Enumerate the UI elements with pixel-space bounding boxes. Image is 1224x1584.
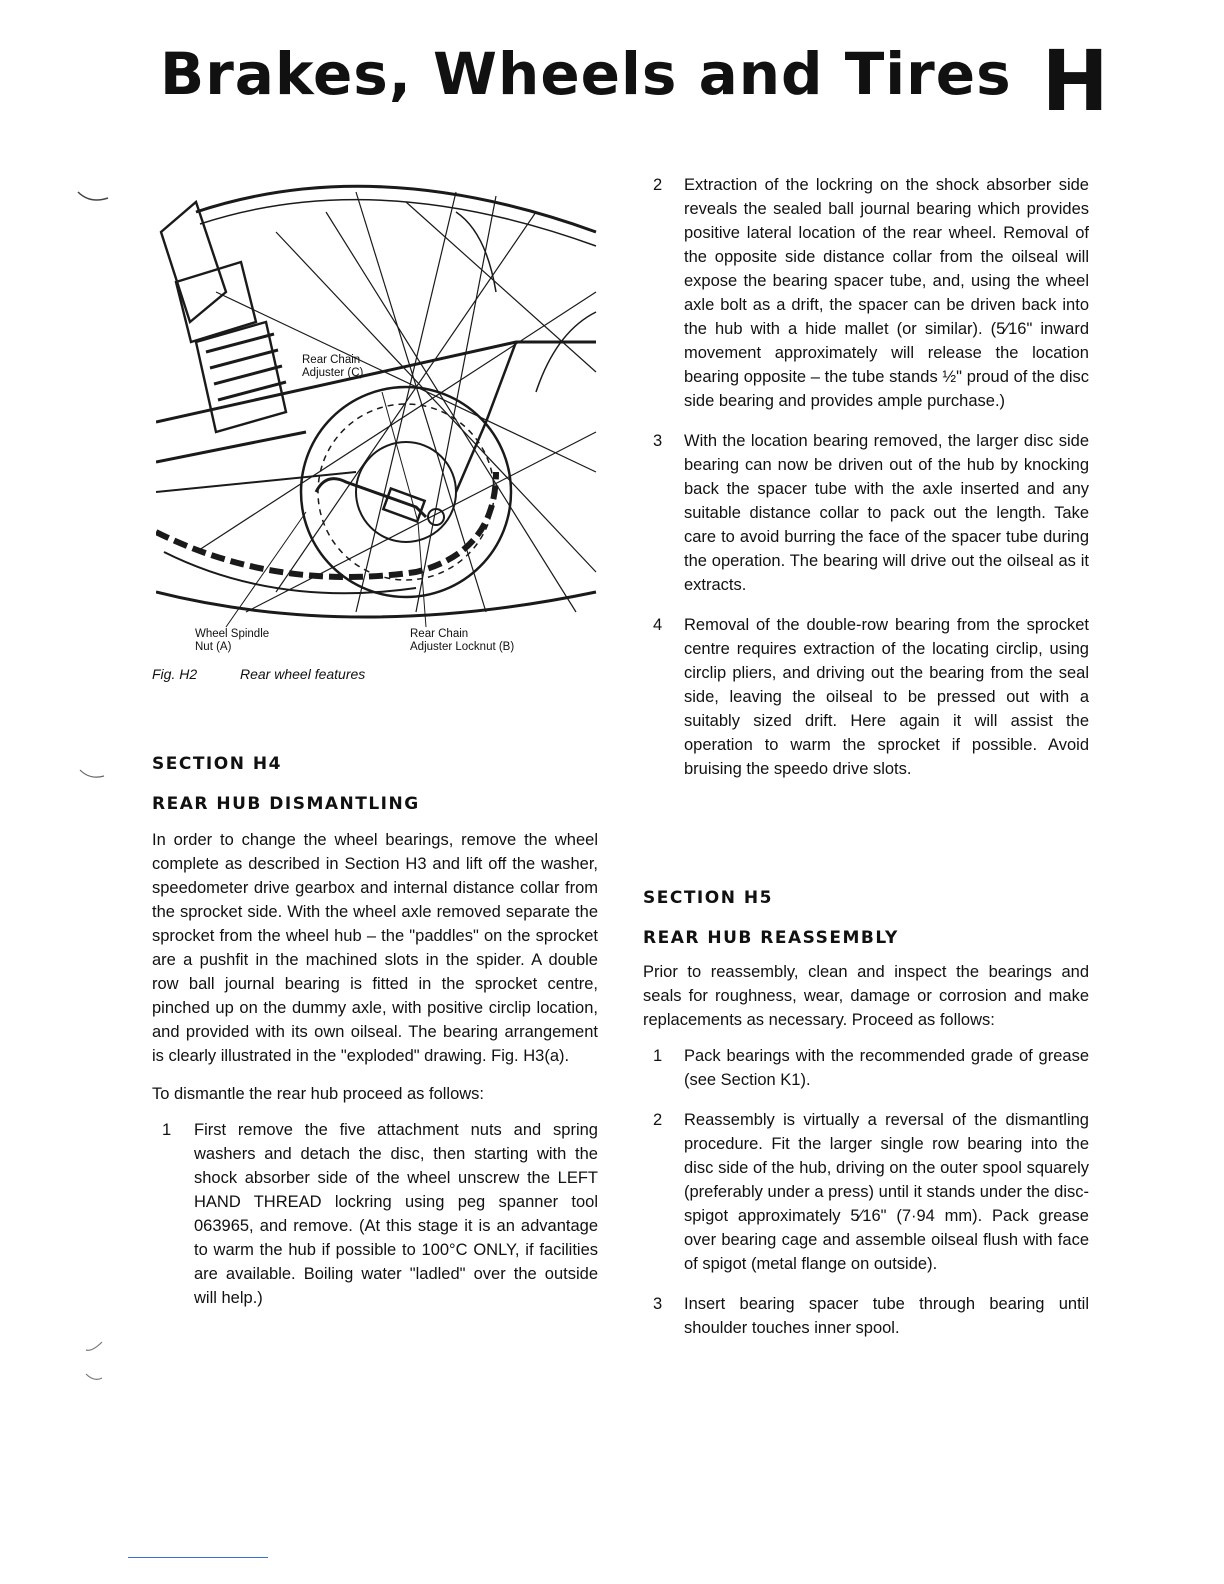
- step-text: Extraction of the lockring on the shock absorber side reveals the sealed ball journal bearing which provides positive lateral location of the rear wheel. Removal of the opposite side distance collar from the oilseal will expose the bearing spacer tube, and, using the wheel axle bolt as a drift, the spacer can be driven back into the hub with a hide mallet (or similar). (5⁄16" inward movement approximately will release the location bearing opposite – the tube stands ½" proud of the disc side bearing and provides ample purchase.): [684, 176, 1089, 410]
- section-lead: To dismantle the rear hub proceed as follows:: [152, 1085, 485, 1103]
- page-title: Brakes, Wheels and Tires: [160, 40, 1012, 108]
- step-item: [643, 173, 1089, 413]
- step-item: [643, 1292, 1089, 1340]
- step-number: 2: [653, 176, 663, 194]
- step-number: 3: [653, 432, 663, 450]
- label-rear-chain-adjuster: [302, 354, 363, 380]
- step-text: Removal of the double-row bearing from the sprocket centre requires extraction of the locating circlip, using circlip pliers, and driving out the bearing from the seal side, leaving the oilseal to be pressed out with a suitably sized drift. Here again it will assist the operation to warm the sprocket if possible. Avoid bruising the speedo drive slots.: [684, 616, 1089, 778]
- label-line: Nut (A): [195, 641, 232, 653]
- step-text: Insert bearing spacer tube through bearing until shoulder touches inner spool.: [684, 1295, 1089, 1337]
- label-line: Rear Chain: [410, 628, 469, 640]
- label-line: Adjuster Locknut (B): [410, 641, 515, 653]
- section-intro: In order to change the wheel bearings, remove the wheel complete as described in Section H3 and lift off the washer, speedometer drive gearbox and internal distance collar from the sprocket side. With the wheel axle removed separate the sprocket from the wheel hub – the "paddles" on the sprocket are a pushfit in the machined slots in the spider. A double row ball journal bearing is fitted in the sprocket centre, pinched up on the dummy axle, with positive circlip location, and provided with its own oilseal. The bearing arrangement is clearly illustrated in the "exploded" drawing. Fig. H3(a).: [152, 831, 598, 1065]
- step-item: [643, 613, 1089, 781]
- scan-mark: [76, 188, 112, 212]
- step-item: [152, 1118, 598, 1310]
- step-text: Reassembly is virtually a reversal of the dismantling procedure. Fit the larger single row bearing into the disc side of the hub, driving on the outer spool squarely (preferably under a press) until it stands under the disc-spigot approximately 5⁄16" (7·94 mm). Pack grease over bearing cage and assemble oilseal flush with face of spigot (metal flange on outside).: [684, 1111, 1089, 1273]
- figure-caption-text: Rear wheel features: [240, 666, 366, 682]
- section-subheading: REAR HUB REASSEMBLY: [643, 928, 899, 948]
- chapter-letter: H: [1041, 32, 1109, 130]
- section-intro: Prior to reassembly, clean and inspect the bearings and seals for roughness, wear, damage or corrosion and make replacements as necessary. Proceed as follows:: [643, 963, 1089, 1029]
- step-number: 1: [162, 1121, 172, 1139]
- step-number: 3: [653, 1295, 663, 1313]
- rear-wheel-illustration: [156, 172, 602, 632]
- step-number: 1: [653, 1047, 663, 1065]
- scan-mark: [82, 1338, 106, 1386]
- section-h4-continued: [643, 173, 1089, 781]
- step-text: Pack bearings with the recommended grade of grease (see Section K1).: [684, 1047, 1089, 1089]
- figure-number: Fig. H2: [152, 666, 198, 682]
- section-h4: [152, 752, 598, 1310]
- label-line: Rear Chain: [302, 354, 361, 366]
- section-heading: SECTION H5: [643, 888, 773, 908]
- section-h5: [643, 886, 1089, 1340]
- step-item: [643, 1108, 1089, 1276]
- step-text: With the location bearing removed, the larger disc side bearing can now be driven out of the hub by knocking back the spacer tube with the axle inserted and any suitable distance collar to pack out the length. Take care to avoid burring the face of the spacer tube during the operation. The bearing will drive out the oilseal as it extracts.: [684, 432, 1089, 594]
- step-number: 4: [653, 616, 663, 634]
- step-number: 2: [653, 1111, 663, 1129]
- label-line: Adjuster (C): [302, 367, 364, 379]
- figure-caption: [152, 666, 365, 682]
- margin-rule: [128, 1557, 268, 1558]
- step-item: [643, 1044, 1089, 1092]
- step-item: [643, 429, 1089, 597]
- label-wheel-spindle-nut: [195, 628, 269, 654]
- section-heading: SECTION H4: [152, 754, 282, 774]
- label-chain-adjuster-locknut: [410, 628, 514, 654]
- label-line: Wheel Spindle: [195, 628, 270, 640]
- scan-mark: [78, 766, 108, 786]
- section-subheading: REAR HUB DISMANTLING: [152, 794, 420, 814]
- step-text: First remove the five attachment nuts and spring washers and detach the disc, then starting with the shock absorber side of the wheel unscrew the LEFT HAND THREAD lockring using peg spanner tool 063965, and remove. (At this stage it is an advantage to warm the hub if possible to 100°C ONLY, if facilities are available. Boiling water "ladled" over the outside will help.): [194, 1121, 598, 1307]
